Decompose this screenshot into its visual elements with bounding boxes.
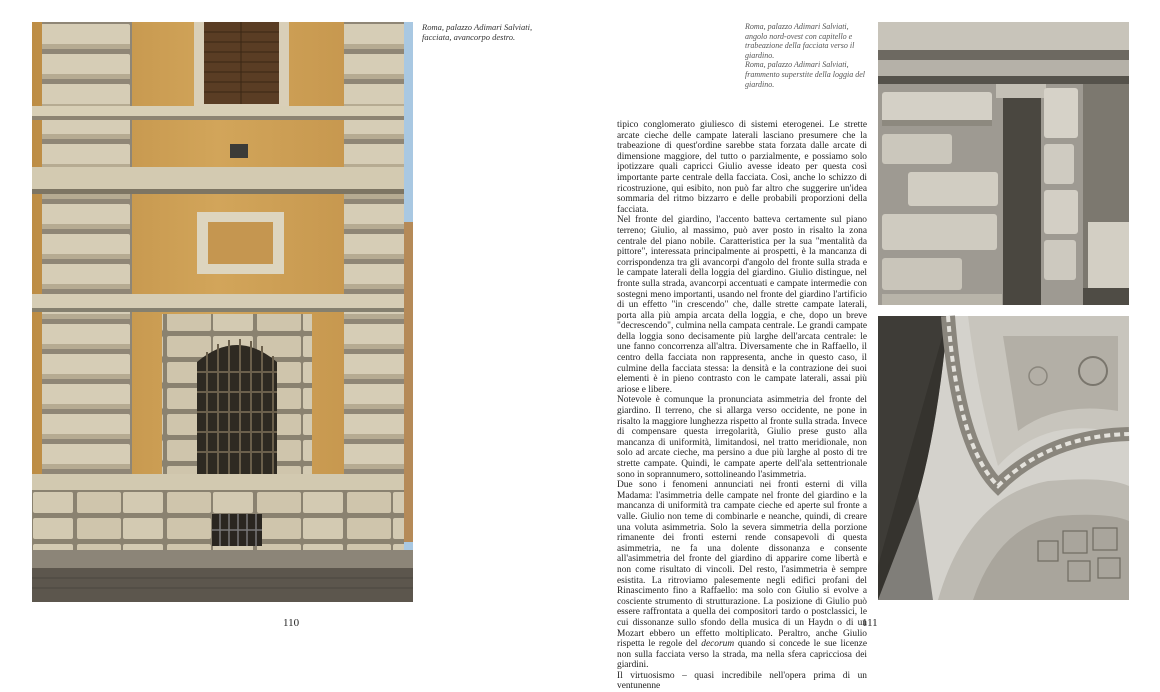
paragraph-text: Due sono i fenomeni annunciati nei fronti esterni di villa Madama: l'asimmetria delle campate nel fronte del giardino e la mancanza di uniformità tra campate cieche ed aperte sul fronte a valle. Giulio non teme di combinarle e neanche, quindi, di creare una voluta asimmetria. Solo la severa simmetria della porzione rimanente dei fronti esterni rende consapevoli di questa asimmetria, ne fa una dolente dissonanza e consente all'asimmetria del fronte del giardino di apparire come libertà e non come risultato di vincoli. Del resto, l'asimmetria è sempre esistita. La ritroviamo palesemente negli edifici profani del Rinascimento fino a Raffaello: ma solo con Giulio si evolve a cosciente strumento di strutturazione. La posizione di Giulio può essere raffrontata a quella dei compositori tardo o postclassici, le cui dissonanze sullo sfondo della musica di un Haydn o di un Mozart ebbero un effetto moltiplicato. Peraltro, anche Giulio rispetta le regole del [617, 480, 867, 650]
paragraph [617, 480, 867, 671]
paragraph: Notevole è comunque la pronunciata asimmetria del fronte del giardino. Il terreno, che si allarga verso occidente, ne pone in risalto la maggiore lunghezza rispetto al fronte sulla strada. Invece di compensare questa irregolarità, Giulio prese gusto alla mancanza di uniformità, limitandosi, nel tratto meridionale, non solo ad arcate cieche, ma persino a due più larghe al posto di tre strette campate. Quindi, le campate aperte dell'ala settentrionale sono in soprannumero, sottolineando l'asimmetria. [617, 395, 867, 480]
emphasis-term: decorum [701, 639, 735, 650]
paragraph: tipico conglomerato giuliesco di sistemi eterogenei. Le strette arcate cieche delle campate laterali lasciano presumere che la trabeazione di quest'ordine sarebbe stata forzata dalle arcate di dimensione maggiore, del tutto o parzialmente, e possiamo solo ipotizzare quali capricci Giulio avesse ideato per questa così importante parte centrale della facciata. Così, anche lo schizzo di ricostruzione, qui esibito, non può far altro che suggerire un'idea sommaria del ritmo bizzarro e delle probabili proporzioni della facciata. [617, 120, 867, 215]
paragraph-text: quando si concede le sue licenze non sulla facciata verso la strada, ma nella sfera capricciosa dei giardini. [617, 639, 868, 671]
loggia-fragment-photo [878, 316, 1129, 600]
facade-photo [32, 22, 413, 602]
caption-loggia: Roma, palazzo Adimari Salviati, frammento superstite della loggia del giardino. [745, 60, 865, 89]
caption-right-photos [745, 22, 865, 89]
paragraph: Nel fronte del giardino, l'accento batteva certamente sul piano terreno; Giulio, al massimo, può aver posto in risalto la zona centrale del piano nobile. Caratteristica per la sua "mentalità da pittore", interessata principalmente ai prospetti, è la mancanza di corrispondenza tra gli avancorpi d'angolo del fronte sulla strada e le campate laterali della loggia del giardino. Giulio distingue, nel fronte sulla strada, avancorpi accentuati e campate intermedie con sostegni meno importanti, usando nel fronte del giardino l'artificio di un effetto "in crescendo" che, dalle strette campate laterali, porta alla più ampia arcata della loggia, e che, dopo un breve "decrescendo", culmina nella campata centrale. Le grandi campate della loggia sono decisamente più larghe dell'arcata centrale: le une fanno concorrenza all'altra. Diversamente che in Raffaello, il centro della facciata non rappresenta, anche in questo caso, il culmine della facciata stessa: la densità e la contrazione dei suoi elementi è in pieno contrasto con le campate laterali, assai più ariose e libere. [617, 215, 867, 395]
corner-detail-photo [878, 22, 1129, 305]
paragraph: Il virtuosismo – quasi incredibile nell'opera prima di un ventunenne [617, 670, 867, 692]
caption-corner: Roma, palazzo Adimari Salviati, angolo nord-ovest con capitello e trabeazione della facciata verso il giardino. [745, 22, 855, 60]
page-number-right: 111 [862, 617, 878, 629]
page-number-left: 110 [283, 617, 300, 629]
body-text-column [617, 120, 868, 692]
caption-facade: Roma, palazzo Adimari Salviati, facciata, avancorpo destro. [422, 22, 533, 42]
